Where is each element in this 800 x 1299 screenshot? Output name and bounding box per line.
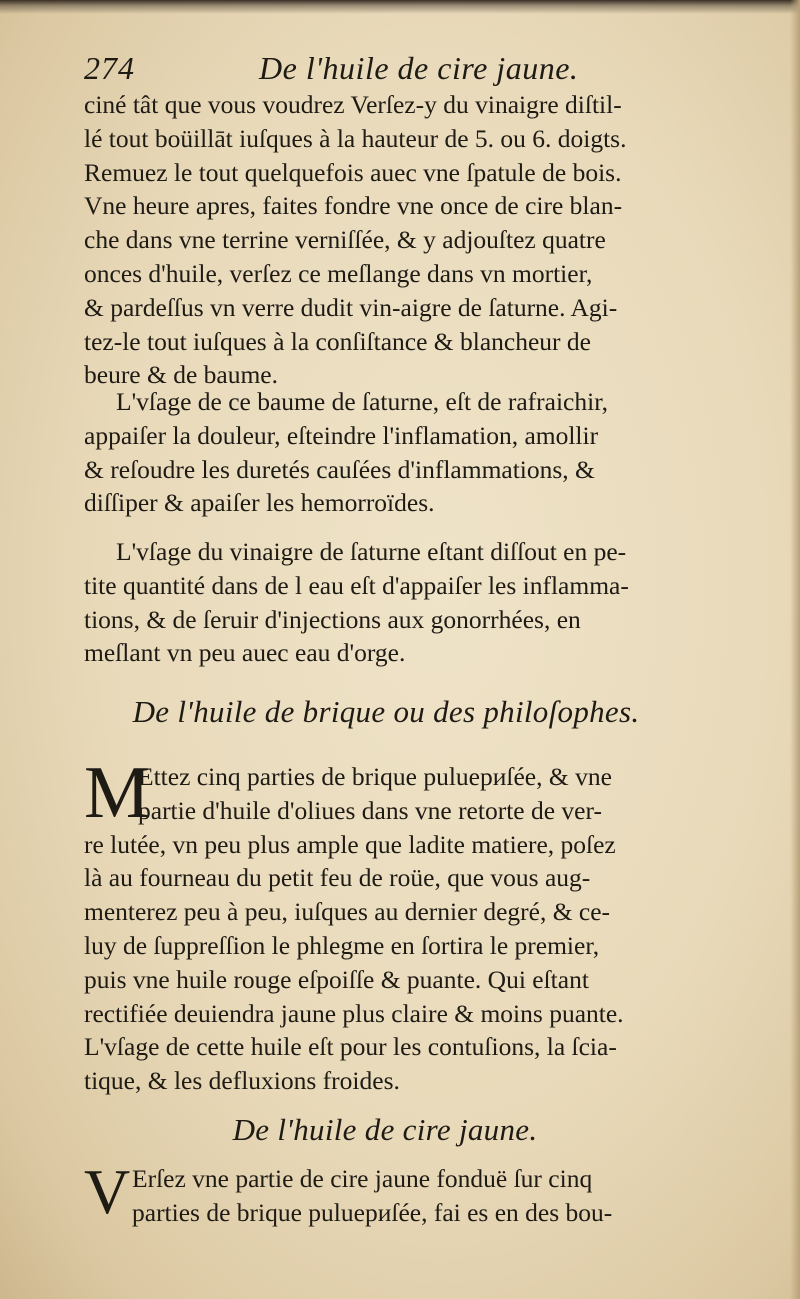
text-line: parties de brique puluериſée, fai es en des bou- xyxy=(132,1197,613,1227)
text-line: luy de ſuppreſſion le phlegme en ſortira le premier, xyxy=(84,930,600,960)
text-line: Ettez cinq parties de brique puluериſée, & vne xyxy=(138,762,612,791)
text-line: meſlant vn peu auec eau d'orge. xyxy=(84,638,406,668)
page-header xyxy=(84,50,734,90)
page-top-shadow xyxy=(0,0,800,14)
text-line: re lutée, vn peu plus ample que ladite matiere, poſez xyxy=(84,829,616,859)
text-line: puis vne huile rouge eſpoiſſe & puante. Qui eſtant xyxy=(84,964,589,994)
text-line: partie d'huile d'oliues dans vne retorte de ver- xyxy=(138,795,602,825)
text-line: appaiſer la douleur, eſteindre l'inflamation, amollir xyxy=(84,420,599,450)
text-line: L'vſage du vinaigre de ſaturne eſtant diſſout en pe- xyxy=(116,537,627,566)
text-line: rectifiée deuiendra jaune plus claire & moins puante. xyxy=(84,998,624,1028)
paragraph-baume-usage xyxy=(84,385,724,520)
text-line: L'vſage de ce baume de ſaturne, eſt de rafraichir, xyxy=(116,387,609,416)
text-line: là au fourneau du petit feu de roüe, que vous aug- xyxy=(84,863,591,893)
drop-cap: M xyxy=(84,752,150,834)
text-line: menterez peu à peu, iuſques au dernier degré, & ce- xyxy=(84,897,611,927)
running-title: De l'huile de cire jaune. xyxy=(259,50,579,86)
text-line: L'vſage de cette huile eſt pour les contuſions, la ſcia- xyxy=(84,1032,617,1062)
text-line: ciné tât que vous voudrez Verſez-y du vinaigre diſtil- xyxy=(84,90,622,119)
section-heading-cire-jaune: De l'huile de cire jaune. xyxy=(232,1112,538,1147)
text-line: che dans vne terrine verniſſée, & y adjouſtez quatre xyxy=(84,225,606,255)
paragraph-vinaigre-usage xyxy=(84,535,724,670)
text-line: tite quantité dans de l eau eſt d'appaiſer les inflamma- xyxy=(84,570,629,600)
text-line: Erſez vne partie de cire jaune fonduë ſur cinq xyxy=(132,1164,593,1193)
text-line: diſſiper & apaiſer les hemorroïdes. xyxy=(84,488,435,518)
section-heading-brique: De l'huile de brique ou des philoſophes. xyxy=(132,694,640,729)
section-brique-text xyxy=(84,752,734,1098)
drop-cap: V xyxy=(84,1156,131,1227)
text-line: onces d'huile, verſez ce meſlange dans vn mortier, xyxy=(84,258,593,288)
text-line: Vne heure apres, faites fondre vne once de cire blan- xyxy=(84,191,623,221)
text-line: lé tout boüillāt iuſques à la hauteur de 5. ou 6. doigts. xyxy=(84,123,627,153)
page-number: 274 xyxy=(84,50,135,86)
paragraph-preparation xyxy=(84,88,724,392)
text-line: & pardeſſus vn verre dudit vin-aigre de ſaturne. Agi- xyxy=(84,292,618,322)
text-line: tions, & de ſeruir d'injections aux gonorrhées, en xyxy=(84,604,581,634)
text-line: tez-le tout iuſques à la conſiſtance & blancheur de xyxy=(84,326,591,356)
text-line: tique, & les defluxions froides. xyxy=(84,1066,400,1096)
text-line: & reſoudre les duretés cauſées d'inflammations, & xyxy=(84,454,595,484)
page-right-edge xyxy=(790,0,800,1299)
section-cire-jaune-text xyxy=(84,1156,734,1230)
text-line: Remuez le tout quelquefois auec vne ſpatule de bois. xyxy=(84,157,622,187)
text-line: beure & de baume. xyxy=(84,360,279,390)
